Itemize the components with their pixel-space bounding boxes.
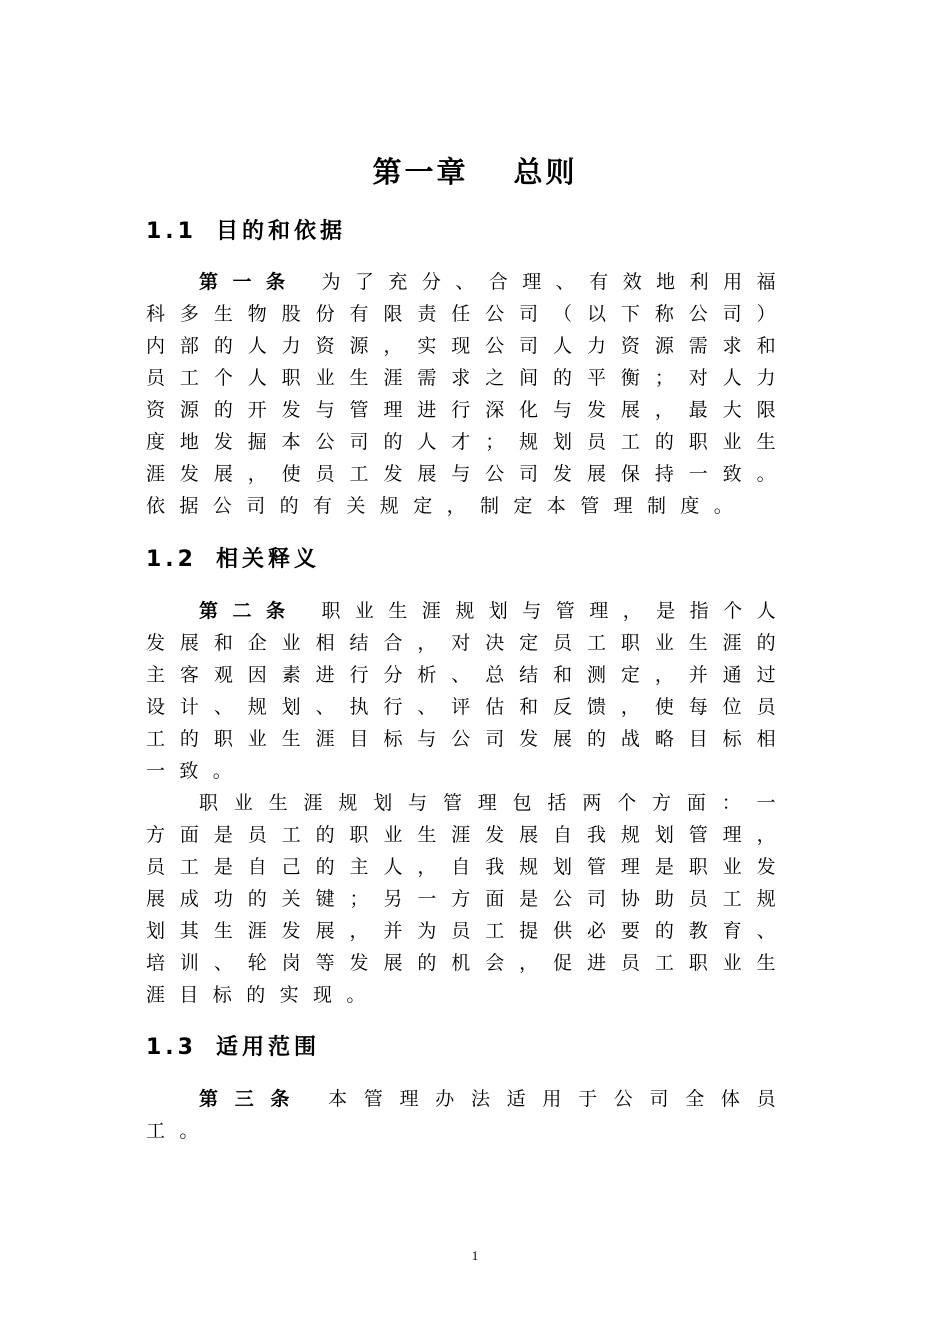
article-label: 第三条 xyxy=(199,1088,307,1110)
section-title: 目的和依据 xyxy=(216,219,347,244)
article-text: 为了充分、合理、有效地利用福科多生物股份有限责任公司（以下称公司）内部的人力资源，实现公司人力资源需求和员工个人职业生涯需求之间的平衡；对人力资源的开发与管理进行深化与发展，最大限度地发掘本公司的人才；规划员工的职业生涯发展，使员工发展与公司发展保持一致。依据公司的有关规定，制定本管理制度。 xyxy=(146,271,791,517)
article-label: 第一条 xyxy=(199,271,300,293)
section-number: 1.3 xyxy=(146,1035,197,1060)
article-label: 第二条 xyxy=(199,600,300,622)
section-title: 相关释义 xyxy=(216,547,321,572)
section-heading-1-1 xyxy=(146,216,346,248)
article-text: 本管理办法适用于公司全体员工。 xyxy=(146,1088,791,1142)
section-heading-1-3 xyxy=(146,1032,320,1064)
article-1-paragraph xyxy=(146,266,790,522)
article-3-paragraph xyxy=(146,1083,790,1147)
section-title: 适用范围 xyxy=(216,1035,321,1060)
section-heading-1-2 xyxy=(146,544,320,576)
article-2-paragraph xyxy=(146,595,790,787)
page-number: 1 xyxy=(471,1248,479,1263)
chapter-title: 第一章 总则 xyxy=(372,155,578,189)
section-number: 1.2 xyxy=(146,547,197,572)
article-2-continuation-paragraph xyxy=(146,787,790,1011)
section-number: 1.1 xyxy=(146,219,197,244)
paragraph-text: 职业生涯规划与管理包括两个方面：一方面是员工的职业生涯发展自我规划管理，员工是自己的主人，自我规划管理是职业发展成功的关键；另一方面是公司协助员工规划其生涯发展，并为员工提供必要的教育、培训、轮岗等发展的机会，促进员工职业生涯目标的实现。 xyxy=(146,792,790,1006)
article-text: 职业生涯规划与管理，是指个人发展和企业相结合，对决定员工职业生涯的主客观因素进行分析、总结和测定，并通过设计、规划、执行、评估和反馈，使每位员工的职业生涯目标与公司发展的战略目标相一致。 xyxy=(146,600,791,782)
